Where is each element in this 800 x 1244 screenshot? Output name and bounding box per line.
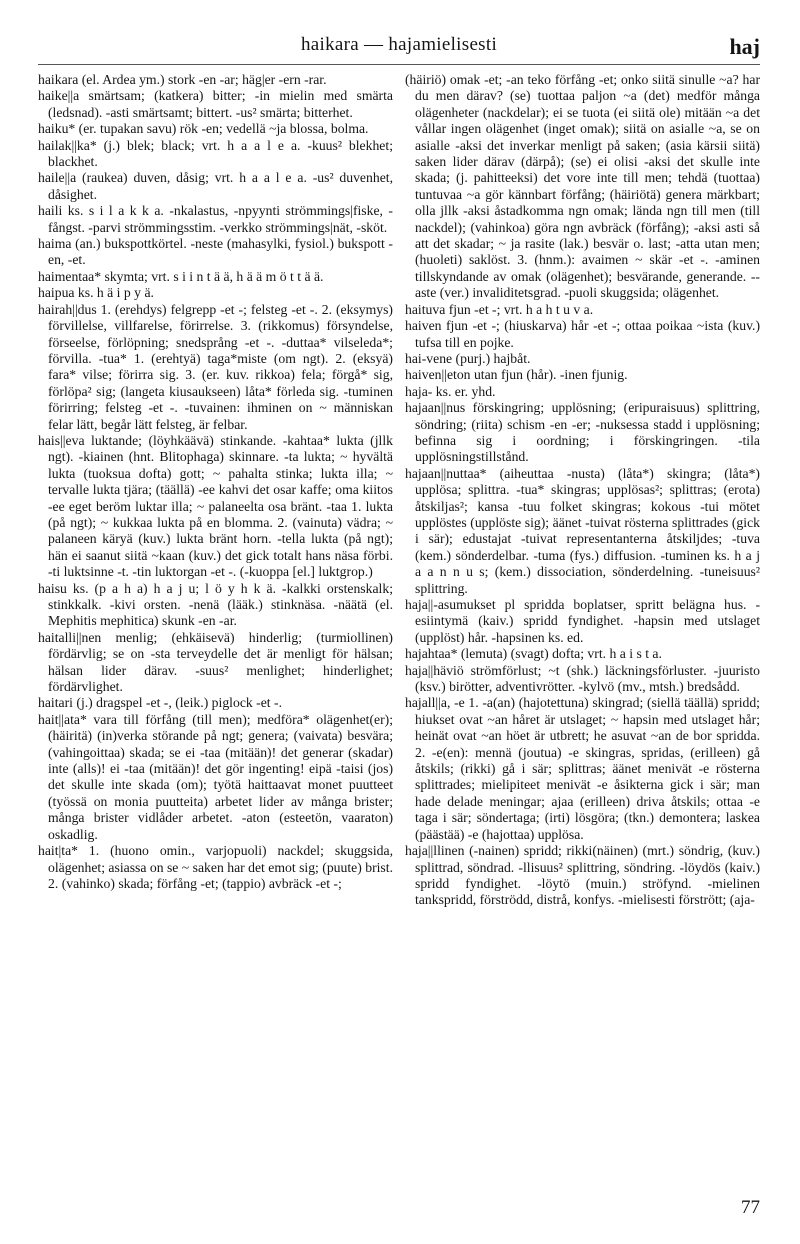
dictionary-entry: haitalli||nen menlig; (ehkäisevä) hinderlig; (turmiollinen) fördärvlig; se on -sta terveydelle det är menligt för hälsan; hälsan lider därav. -suus² menlighet; hinderlighet; fördärvlighet. (38, 629, 393, 695)
header-rule (38, 64, 760, 65)
dictionary-entry: haike||a smärtsam; (katkera) bitter; -in mielin med smärta (ledsnad). -asti smärtsamt; bittert. -us² smärta; bitterhet. (38, 88, 393, 120)
running-title: haikara — hajamielisesti (300, 34, 498, 55)
dictionary-entry: haiku* (er. tupakan savu) rök -en; vedellä ~ja blossa, bolma. (38, 121, 369, 137)
dictionary-entry: haisu ks. (p a h a) h a j u; l ö y h k ä. -kalkki orstenskalk; stinkkalk. -kivi orsten. -nenä (lääk.) stinknäsa. -näätä (el. Mephitis mephitica) skunk -en -ar. (38, 580, 393, 629)
dictionary-entry: (häiriö) omak -et; -an teko förfång -et; onko siitä sinulle ~a? har du men därav? (se) tuottaa paljon ~a (det) medför många olägenheter (nackdelar); ei se tuota (ei siitä ole) mitään ~a det vållar ingen olägenhet (inget omak); siitä on asialle ~a, se on asialle -aksi det inverkar menligt på saken; (asia kärsii siitä) saken lider därav (därpå); (se) ei olisi -aksi det skulle inte skada; (j. pahitteeksi) det vore inte till men; tehdä (tuottaa) tuntuvaa ~a gör kännbart förfång; (häiriötä) genera märkbart; olla jllk -aksi åstadkomma ngn omak; lända ngn till men (till nackdel); (vahinkoa) göra ngn avbräck (förfång); -aksi asti så att det skadar; ~ ja rasite (lak.) besvär o. last; -atta utan men; (huoleti) saklöst. 3. (hnm.): avaimen ~ skär -et -. -aminen tillskyndande av omak (olägenhet); besvärande, generande. --aste (ver.) invaliditetsgrad. -puoli skuggsida; olägenhet. (405, 72, 760, 301)
dictionary-entry: haiven fjun -et -; (hiuskarva) hår -et -; ottaa poikaa ~ista (kuv.) tufsa till en pojke. (405, 318, 760, 350)
page-number: 77 (741, 1197, 760, 1218)
dictionary-entry: haili ks. s i l a k k a. -nkalastus, -npyynti strömmings|fiske, -fångst. -parvi strömmingsstim. -verkko strömmings|nät, -sköt. (38, 203, 393, 235)
dictionary-entry: hailak||ka* (j.) blek; black; vrt. h a a l e a. -kuus² blekhet; blackhet. (38, 137, 393, 170)
running-header (38, 32, 760, 62)
guide-word: haj (729, 34, 760, 59)
dictionary-entry: hais||eva luktande; (löyhkäävä) stinkande. -kahtaa* lukta (jllk ngt). -kiainen (hnt. Blitophaga) skinnare. -ta lukta; ~ hyvältä lukta (tuoksua dofta) gott; ~ pahalta stinka; lukta illa; ~ tervalle lukta tjära; (täällä) -ee kahvi det osar kaffe; oma kiitos -ee eget beröm luktar illa; ~ palaneelta osa bränt. -taa 1. lukta (på ngt); ~ kukkaa lukta på en blomma. 2. (vainuta) vädra; ~ palaneen käryä (kuv.) lukta bränt horn. -tella lukta (på ngt); hän ei saanut siitä ~kaan (kuv.) det gick totalt hans näsa förbi. -ti luktsinne -t. -tin luktorgan -et -. (-kuoppa [el.] luktgrop.) (38, 432, 393, 580)
dictionary-entry: haja- ks. er. yhd. (405, 383, 496, 399)
dictionary-entry: hajaan||nuttaa* (aiheuttaa -nusta) (låta*) skingra; (låta*) upplösa; splittra. -tua* skingras; upplösas²; splittras; (erota) åtskiljas²; kansa -tuu folket skingras; kokous -tui mötet upplöstes (upplöste sig); äänet -tuivat rösterna splittrades (gick i sär); edustajat -tuivat representanterna åtskiljdes; -tuva (kem.) sönderdelbar. -tuma (fys.) diffusion. -tuminen ks. h a j a a n n u s; (kem.) dissociation, sönderdelning. -tuneisuus² splittring. (405, 465, 760, 596)
dictionary-entry: hajaan||nus förskingring; upplösning; (eripuraisuus) splittring, söndring; (riita) schism -en -er; -nuksessa stadd i upplösning; befinna sig i oordning; i förskingringen. -tila upplösningstillstånd. (405, 400, 760, 465)
dictionary-entry: haipua ks. h ä i p y ä. (38, 285, 154, 301)
dictionary-entry: haimentaa* skymta; vrt. s i i n t ä ä, h ä ä m ö t t ä ä. (38, 268, 324, 284)
dictionary-entry: haituva fjun -et -; vrt. h a h t u v a. (405, 301, 594, 317)
dictionary-entry: haiven||eton utan fjun (hår). -inen fjunig. (405, 367, 628, 383)
dictionary-entry: hairah||dus 1. (erehdys) felgrepp -et -; felsteg -et -. 2. (eksymys) förvillelse, villfarelse, förirrelse. 3. (rikkomus) försyndelse, förseelse, förlöpning; snedsprång -et -. -duttaa* vilseleda*; förvilla. -tua* 1. (erehtyä) taga*miste (om ngt). 2. (eksyä) fara* vilse; förirra sig. 3. (er. kuv. rikkoa) fela; förgå* sig, förlöpa² sig; (langeta kiusaukseen) låta* förleda sig. -tuminen förirring; felsteg -et -. -tuvainen: ihminen on ~ människan felar lätt, begår lätt felsteg, är felbar. (38, 301, 393, 432)
dictionary-entry: haile||a (raukea) duven, dåsig; vrt. h a a l e a. -us² duvenhet, dåsighet. (38, 170, 393, 202)
dictionary-entry: hait||ata* vara till förfång (till men); medföra* olägenhet(er); (häiritä) (in)verka störande på ngt; genera; (vaivata) besvära; (vahingoittaa) skada; se ei -taa (mitään)! det generar (skadar) inte (alls)! ei -taa (mitään)! det gör ingenting! eipä -taisi (jos) det skulle inte skada (om); työtä haittaavat monet puutteet (työssä on monia puutteita) arbetet lider av många brister; många brister vidlåder arbetet. -aton (esteetön, vaaraton) oskadlig. (38, 711, 393, 842)
dictionary-entry: hajall||a, -e 1. -a(an) (hajotettuna) skingrad; (siellä täällä) spridd; hiukset ovat ~an håret är utslaget; ~ hapsin med utslaget hår; heinät ovat ~an höet är utbrett; he asuvat ~an de bor spridda. 2. -e(en): mennä (joutua) -e skingras, spridas, (erilleen) gå åtskils; (rikki) gå i sär; splittras; äänet menivät -e rösterna splittrades; mielipiteet menivät -e åsikterna gick i sär; man hade delade meningar; ajaa (erilleen) driva åtskils; ottaa -e taga i sär; söndertaga; (irti) lösgöra; (tkn.) demontera; laskea (päästää) -e (hajottaa) upplösa. (405, 695, 760, 842)
dictionary-entry: haikara (el. Ardea ym.) stork -en -ar; häg|er -ern -rar. (38, 72, 327, 87)
dictionary-entry: haja||häviö strömförlust; ~t (shk.) läckningsförluster. -juuristo (ksv.) birötter, adventivrötter. -kylvö (mv., mtsh.) bredsådd. (405, 662, 760, 695)
dictionary-entry: haitari (j.) dragspel -et -, (leik.) piglock -et -. (38, 695, 282, 711)
dictionary-entry: haima (an.) bukspottkörtel. -neste (mahasylki, fysiol.) bukspott -en, -et. (38, 236, 393, 268)
dictionary-entry: hajahtaa* (lemuta) (svagt) dofta; vrt. h a i s t a. (405, 646, 662, 662)
dictionary-entry: hait|ta* 1. (huono omin., varjopuoli) nackdel; skuggsida, olägenhet; asiassa on se ~ saken har det emot sig; (puute) brist. 2. (vahinko) skada; förfång -et; (tappio) avbräck -et -; (38, 843, 393, 891)
right-column (405, 72, 760, 909)
dictionary-entry: haja||llinen (-nainen) spridd; rikki(näinen) (mrt.) söndrig, (kuv.) splittrad, söndrad. -llisuus² splittring, söndring. -löydös (kaiv.) spridd fyndighet. -löytö (muin.) ströfynd. -mielinen tankspridd, förströdd, distrå, konfys. -mielisesti förstrött; (aja- (405, 843, 760, 908)
dictionary-entry: haja||-asumukset pl spridda boplatser, spritt belägna hus. -esiintymä (kaiv.) spridd fyndighet. -hapsin med utslaget (upplöst) hår. -hapsinen ks. ed. (405, 597, 760, 645)
dictionary-entry: hai-vene (purj.) hajbåt. (405, 350, 531, 366)
left-column (38, 72, 393, 892)
